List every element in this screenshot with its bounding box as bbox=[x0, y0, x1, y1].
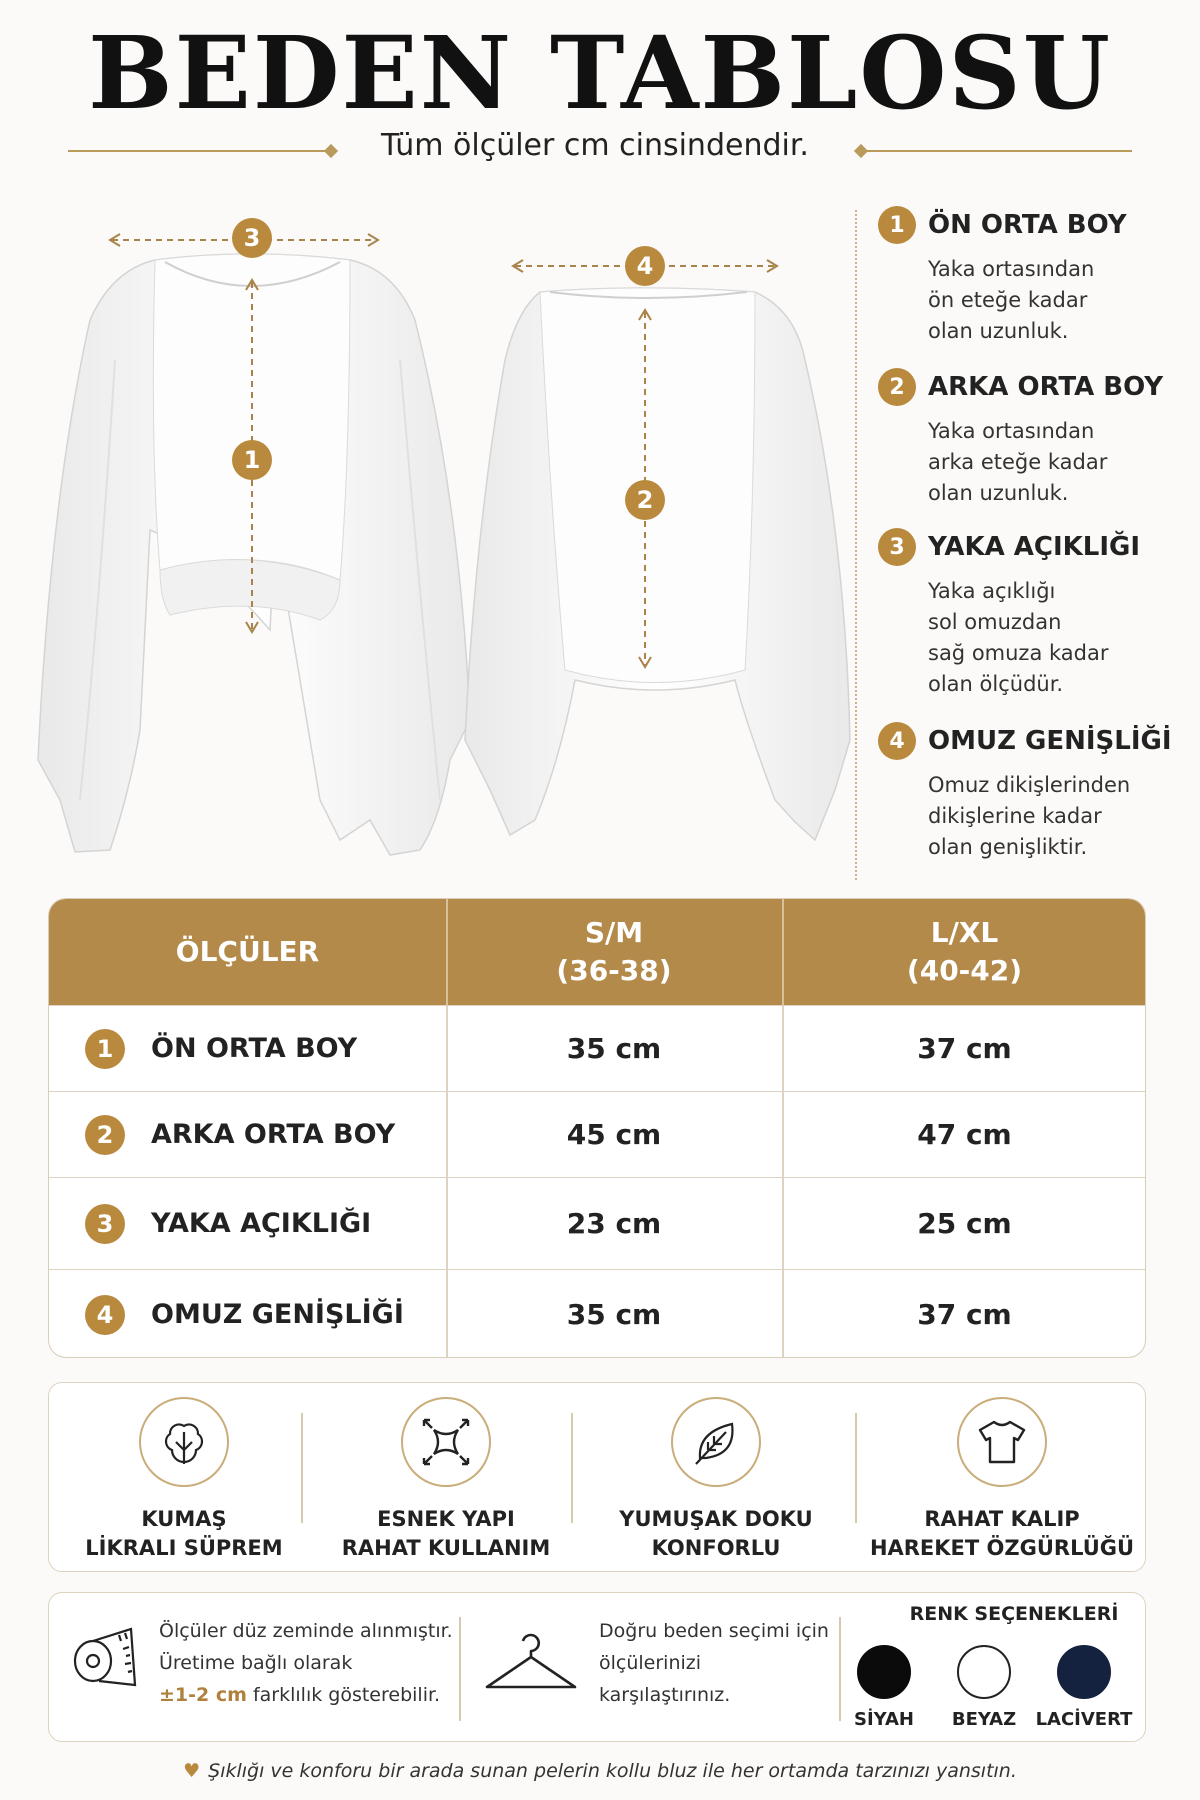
info-divider bbox=[839, 1617, 841, 1721]
legend-line: ön eteğe kadar bbox=[928, 288, 1088, 312]
column-divider bbox=[446, 1092, 448, 1177]
feature-line: YUMUŞAK DOKU bbox=[619, 1507, 813, 1531]
feature-line: HAREKET ÖZGÜRLÜĞÜ bbox=[869, 1536, 1135, 1560]
feature-item bbox=[867, 1397, 1137, 1563]
column-divider bbox=[446, 1006, 448, 1091]
note-line: Ölçüler düz zeminde alınmıştır. bbox=[159, 1620, 453, 1642]
feature-line: KONFORLU bbox=[651, 1536, 781, 1560]
footer-tagline bbox=[0, 1760, 1200, 1782]
legend-description bbox=[928, 576, 1140, 700]
column-divider bbox=[782, 1006, 784, 1091]
size-table bbox=[48, 898, 1146, 1358]
row-number: 3 bbox=[85, 1204, 125, 1244]
legend-title: YAKA AÇIKLIĞI bbox=[928, 532, 1141, 562]
legend-description bbox=[928, 770, 1172, 863]
info-divider bbox=[459, 1617, 461, 1721]
color-label: LACİVERT bbox=[1035, 1709, 1133, 1730]
row-number: 2 bbox=[85, 1115, 125, 1155]
badge-back-length: 2 bbox=[625, 480, 665, 520]
feature-item bbox=[49, 1397, 319, 1563]
header-size-range: (36-38) bbox=[556, 954, 672, 987]
measuring-tape-icon bbox=[69, 1623, 139, 1707]
measure-note bbox=[159, 1615, 453, 1711]
feature-divider bbox=[855, 1413, 857, 1523]
tolerance-highlight: ±1-2 cm bbox=[159, 1684, 247, 1706]
feature-line: RAHAT KULLANIM bbox=[341, 1536, 551, 1560]
feature-title bbox=[49, 1505, 319, 1563]
feature-panel bbox=[48, 1382, 1146, 1572]
row-label-text: YAKA AÇIKLIĞI bbox=[151, 1208, 372, 1239]
front-garment-diagram bbox=[20, 200, 490, 870]
cotton-icon bbox=[139, 1397, 229, 1487]
legend-line: sağ omuza kadar bbox=[928, 641, 1109, 665]
note-line: Üretime bağlı olarak bbox=[159, 1652, 353, 1674]
column-header-sm bbox=[446, 899, 782, 1005]
feature-divider bbox=[571, 1413, 573, 1523]
legend-line: Omuz dikişlerinden bbox=[928, 773, 1131, 797]
color-swatch-black[interactable] bbox=[857, 1645, 911, 1699]
badge-collar-width: 3 bbox=[232, 218, 272, 258]
header-size-range: (40-42) bbox=[906, 954, 1023, 987]
legend-line: olan uzunluk. bbox=[928, 481, 1069, 505]
legend-line: olan ölçüdür. bbox=[928, 672, 1064, 696]
legend-title: ÖN ORTA BOY bbox=[928, 210, 1127, 240]
leaf-icon bbox=[671, 1397, 761, 1487]
legend-title: ARKA ORTA BOY bbox=[928, 372, 1164, 402]
stretch-arrows-icon bbox=[401, 1397, 491, 1487]
value-sm: 35 cm bbox=[566, 1298, 662, 1331]
row-number: 1 bbox=[85, 1029, 125, 1069]
row-label bbox=[85, 1178, 371, 1269]
info-panel bbox=[48, 1592, 1146, 1742]
table-row bbox=[49, 1177, 1145, 1269]
value-sm: 35 cm bbox=[566, 1032, 662, 1065]
feature-title bbox=[311, 1505, 581, 1563]
legend-number: 2 bbox=[878, 368, 916, 406]
legend-line: olan uzunluk. bbox=[928, 319, 1069, 343]
divider-ornament bbox=[324, 144, 338, 158]
column-header-lxl bbox=[782, 899, 1146, 1005]
value-sm: 45 cm bbox=[566, 1118, 662, 1151]
legend-line: Yaka ortasından bbox=[928, 257, 1095, 281]
tshirt-icon bbox=[957, 1397, 1047, 1487]
legend-line: sol omuzdan bbox=[928, 610, 1062, 634]
header-size: S/M bbox=[584, 916, 644, 949]
legend-line: Yaka açıklığı bbox=[928, 579, 1056, 603]
legend-divider bbox=[855, 210, 857, 880]
feature-item bbox=[581, 1397, 851, 1563]
note-line: ölçülerinizi bbox=[599, 1652, 702, 1674]
feature-line: LİKRALI SÜPREM bbox=[85, 1536, 283, 1560]
table-header bbox=[49, 899, 1145, 1005]
column-divider bbox=[782, 1092, 784, 1177]
value-lxl: 37 cm bbox=[917, 1298, 1012, 1331]
color-label: SİYAH bbox=[854, 1709, 914, 1730]
column-divider bbox=[446, 1270, 448, 1358]
badge-shoulder-width: 4 bbox=[625, 246, 665, 286]
note-line bbox=[159, 1679, 453, 1711]
note-text: farklılık gösterebilir. bbox=[246, 1684, 441, 1706]
table-row bbox=[49, 1269, 1145, 1358]
column-divider bbox=[782, 1178, 784, 1269]
legend-item bbox=[878, 722, 1172, 863]
legend-number: 1 bbox=[878, 206, 916, 244]
row-label-text: ARKA ORTA BOY bbox=[151, 1119, 396, 1150]
divider-right bbox=[860, 150, 1132, 152]
legend-description bbox=[928, 416, 1163, 509]
row-number: 4 bbox=[85, 1295, 125, 1335]
note-line: Doğru beden seçimi için bbox=[599, 1620, 829, 1642]
feature-item bbox=[311, 1397, 581, 1563]
subtitle-row bbox=[0, 128, 1200, 172]
legend-number: 4 bbox=[878, 722, 916, 760]
color-swatch-white[interactable] bbox=[957, 1645, 1011, 1699]
divider-left bbox=[68, 150, 330, 152]
back-garment-diagram bbox=[455, 200, 865, 870]
column-divider bbox=[782, 899, 784, 1005]
value-lxl: 47 cm bbox=[917, 1118, 1012, 1151]
value-sm: 23 cm bbox=[566, 1207, 662, 1240]
row-label bbox=[85, 1006, 357, 1091]
feature-line: RAHAT KALIP bbox=[924, 1507, 1080, 1531]
row-label bbox=[85, 1270, 404, 1358]
hanger-icon bbox=[481, 1627, 581, 1701]
column-header-measurements bbox=[49, 899, 446, 1005]
legend-description bbox=[928, 254, 1127, 347]
legend-number: 3 bbox=[878, 528, 916, 566]
feature-line: KUMAŞ bbox=[141, 1507, 227, 1531]
column-divider bbox=[782, 1270, 784, 1358]
row-label-text: OMUZ GENİŞLİĞİ bbox=[151, 1299, 404, 1330]
heart-icon: ♥ bbox=[183, 1760, 201, 1782]
color-label: BEYAZ bbox=[951, 1709, 1017, 1730]
page-subtitle: Tüm ölçüler cm cinsindendir. bbox=[381, 128, 809, 163]
value-lxl: 25 cm bbox=[917, 1207, 1012, 1240]
header-size: L/XL bbox=[930, 916, 999, 949]
color-swatch-navy[interactable] bbox=[1057, 1645, 1111, 1699]
header-label: ÖLÇÜLER bbox=[175, 935, 320, 968]
page-title: BEDEN TABLOSU bbox=[88, 14, 1112, 132]
row-label bbox=[85, 1092, 395, 1177]
front-garment-illustration bbox=[20, 200, 490, 870]
feature-title bbox=[581, 1505, 851, 1563]
column-divider bbox=[446, 1178, 448, 1269]
legend-item bbox=[878, 528, 1140, 700]
note-line: karşılaştırınız. bbox=[599, 1684, 731, 1706]
footer-text: Şıklığı ve konforu bir arada sunan pelerin kollu bluz ile her ortamda tarzınızı yansıtın. bbox=[208, 1760, 1017, 1782]
legend-item bbox=[878, 206, 1127, 347]
legend-item bbox=[878, 368, 1163, 509]
column-divider bbox=[446, 899, 448, 1005]
legend-line: olan genişliktir. bbox=[928, 835, 1088, 859]
feature-divider bbox=[301, 1413, 303, 1523]
legend-title: OMUZ GENİŞLİĞİ bbox=[928, 726, 1172, 756]
feature-line: ESNEK YAPI bbox=[377, 1507, 515, 1531]
table-row bbox=[49, 1005, 1145, 1091]
legend-line: Yaka ortasından bbox=[928, 419, 1095, 443]
color-options-title: RENK SEÇENEKLERİ bbox=[909, 1603, 1119, 1625]
legend-line: dikişlerine kadar bbox=[928, 804, 1102, 828]
feature-title bbox=[867, 1505, 1137, 1563]
row-label-text: ÖN ORTA BOY bbox=[151, 1033, 358, 1064]
back-garment-illustration bbox=[455, 200, 865, 870]
table-row bbox=[49, 1091, 1145, 1177]
legend-line: arka eteğe kadar bbox=[928, 450, 1108, 474]
value-lxl: 37 cm bbox=[917, 1032, 1012, 1065]
badge-front-length: 1 bbox=[232, 440, 272, 480]
compare-note bbox=[599, 1615, 829, 1711]
